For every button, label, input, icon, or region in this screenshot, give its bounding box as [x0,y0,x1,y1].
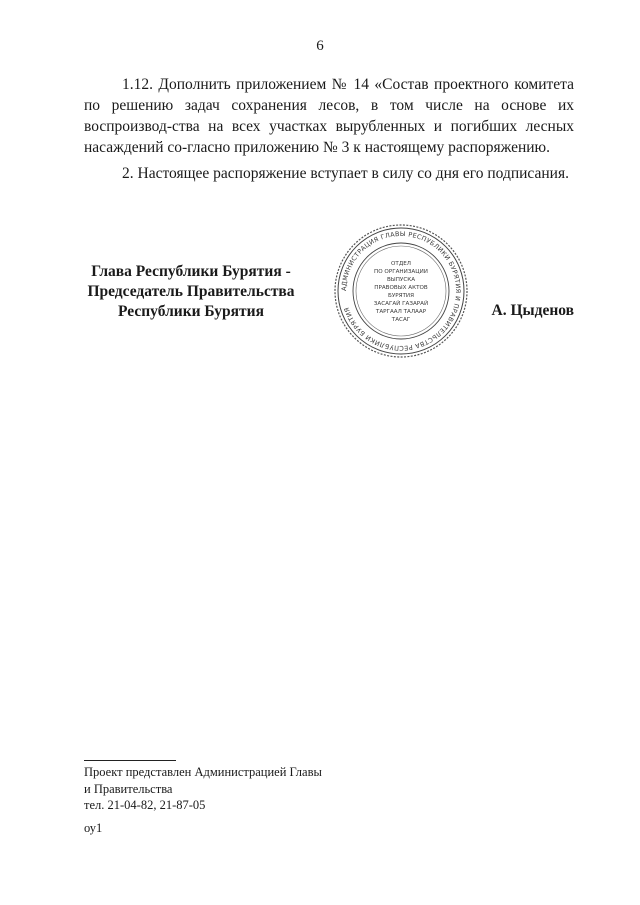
seal-center-line: ТАСАГ [391,317,411,323]
footnote-divider [84,760,176,761]
seal-center-line: ВЫПУСКА [386,277,416,283]
footnote-line: и Правительства [84,781,173,796]
signer-title [76,262,306,322]
seal-center-line: ОТДЕЛ [391,261,411,267]
footnote [84,764,384,814]
document-code: оу1 [84,821,103,835]
official-seal-icon [332,222,470,360]
seal-center-line: БУРЯТИЯ [388,293,414,299]
paragraph-1-12: 1.12. Дополнить приложением № 14 «Состав проектного комитета по решению задач сохранения лесов, в том числе на основе их воспроизвод-ства на всех участках вырубленных и погибших лесных насаждений со-гласно приложению № 3 к настоящему распоряжению. [84,76,574,156]
seal-center-line: ПО ОРГАНИЗАЦИИ [374,269,428,275]
signer-title-line: Республики Бурятия [118,303,264,320]
footnote-line: тел. 21-04-82, 21-87-05 [84,798,206,812]
seal-center-line: ПРАВОВЫХ АКТОВ [374,285,428,291]
signer-name: А. Цыденов [491,302,574,319]
seal-center-line: ЗАСАГАЙ ГАЗАРАЙ [373,301,429,307]
footnote-line: Проект представлен Администрацией Главы [84,765,322,779]
paragraph-2: 2. Настоящее распоряжение вступает в силу со дня его подписания. [122,165,569,182]
seal-center-line: ТАРГААЛ ТАЛААР [375,309,427,315]
signer-title-line: Глава Республики Бурятия - [91,263,291,280]
page-number: 6 [316,38,324,54]
seal-ring-text: АДМИНИСТРАЦИЯ ГЛАВЫ РЕСПУБЛИКИ БУРЯТИЯ И ПРАВИТЕЛЬСТВА РЕСПУБЛИКИ БУРЯТИЯ [339,229,463,353]
signer-title-line: Председатель Правительства [87,283,295,300]
